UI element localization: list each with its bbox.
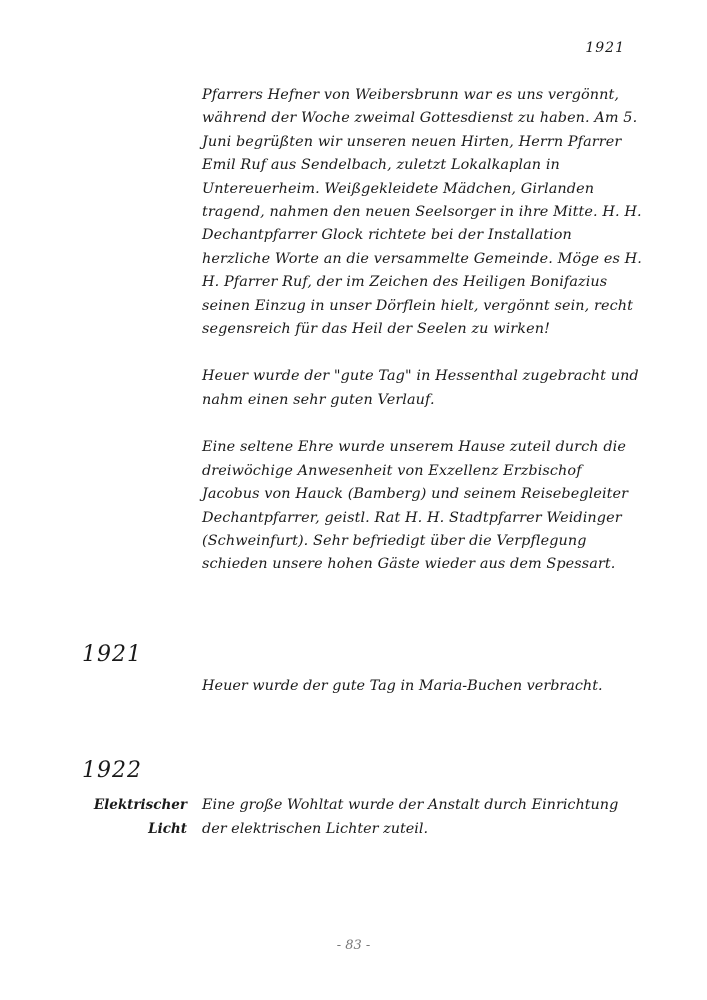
page-header-year: 1921: [585, 40, 625, 56]
paragraph-guter-tag-hessenthal: Heuer wurde der "gute Tag" in Hessenthal zugebracht und nahm einen sehr guten Verlauf.: [202, 368, 639, 408]
main-text-block: [202, 84, 642, 577]
year-heading-1921: 1921: [82, 642, 142, 667]
paragraph-erzbischof-visit: Eine seltene Ehre wurde unserem Hause zuteil durch die dreiwöchige Anwesenheit von Exzellenz Erzbischof Jacobus von Hauck (Bamberg) und seinem Reisebegleiter Dechantpfarrer, geistl. Rat H. H. Stadtpfarrer Weidinger (Schweinfurt). Sehr befriedigt über die Verpflegung schieden unsere hohen Gäste wieder aus dem Spessart.: [202, 439, 629, 573]
page-number: - 83 -: [336, 938, 371, 953]
entry-1922-text: Eine große Wohltat wurde der Anstalt durch Einrichtung der elektrischen Lichter zuteil.: [202, 797, 619, 837]
paragraph-installation: Pfarrers Hefner von Weibersbrunn war es uns vergönnt, während der Woche zweimal Gottesdienst zu haben. Am 5. Juni begrüßten wir unseren neuen Hirten, Herrn Pfarrer Emil Ruf aus Sendelbach, zuletzt Lokalkaplan in Untereuerheim. Weißgekleidete Mädchen, Girlanden tragend, nahmen den neuen Seelsorger in ihre Mitte. H. H. Dechantpfarrer Glock richtete bei der Installation herzliche Worte an die versammelte Gemeinde. Möge es H. H. Pfarrer Ruf, der im Zeichen des Heiligen Bonifazius seinen Einzug in unser Dörflein hielt, vergönnt sein, recht segensreich für das Heil der Seelen zu wirken!: [202, 87, 642, 338]
margin-note-elektrisches-licht: Elektrischer Licht: [93, 797, 187, 837]
year-heading-1922: 1922: [82, 758, 142, 783]
entry-1921-text: Heuer wurde der gute Tag in Maria-Buchen verbracht.: [202, 678, 603, 694]
